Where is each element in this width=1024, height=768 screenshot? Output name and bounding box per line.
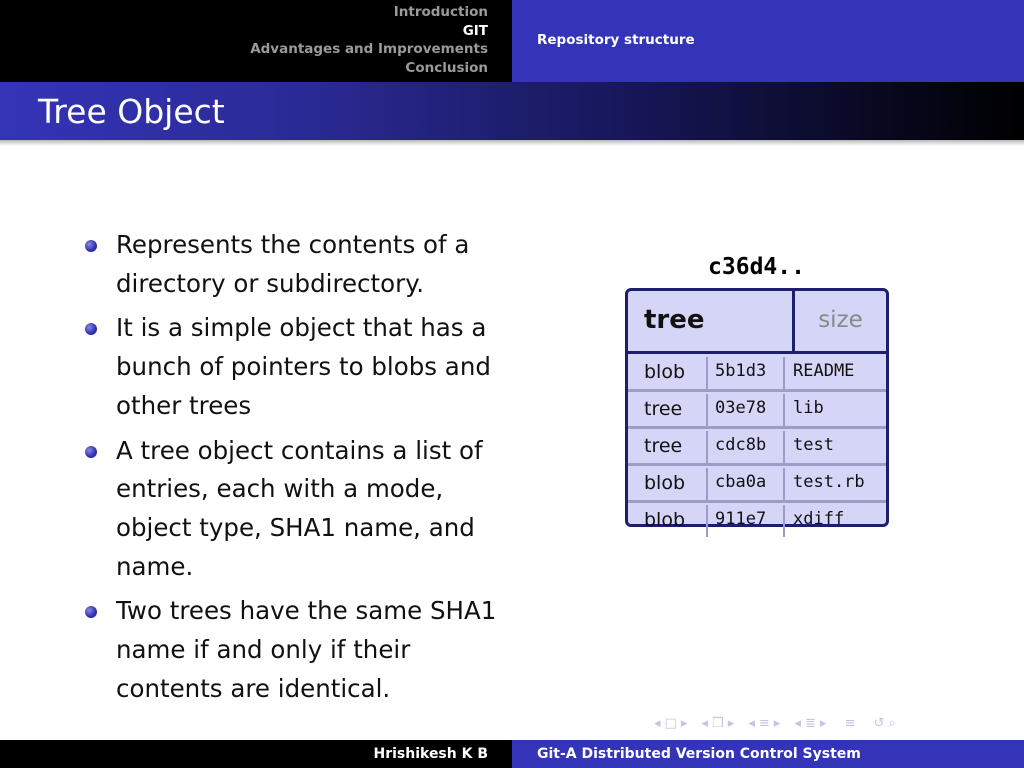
beamer-navigation-symbols <box>654 716 900 734</box>
column-divider <box>783 468 785 500</box>
tree-entry-row <box>628 505 886 537</box>
nav-search-icon[interactable]: ⌕ <box>888 716 896 731</box>
title-bar-shadow <box>0 140 1024 146</box>
footer-author: Hrishikesh K B <box>373 746 488 762</box>
nav-section-introduction[interactable]: Introduction <box>393 4 488 20</box>
bullet-text: Represents the contents of a directory or subdirectory. <box>116 230 470 298</box>
entry-sha: cdc8b <box>715 435 767 455</box>
entry-name: lib <box>793 398 824 418</box>
nav-frame-icon[interactable]: □ <box>664 716 677 731</box>
footer-title-bar <box>512 740 1024 768</box>
tree-entries <box>628 357 886 539</box>
tree-header <box>628 291 886 354</box>
section-navigation <box>0 0 512 82</box>
bullet-text: It is a simple object that has a bunch of pointers to blobs and other trees <box>116 313 491 420</box>
entry-sha: 03e78 <box>715 398 767 418</box>
nav-next-section-icon[interactable]: ▸ <box>819 716 827 731</box>
column-divider <box>783 394 785 426</box>
column-divider <box>783 357 785 389</box>
nav-next-subsection-icon[interactable]: ▸ <box>727 716 735 731</box>
nav-section-conclusion[interactable]: Conclusion <box>405 59 488 76</box>
column-divider <box>706 357 708 389</box>
bullet-item <box>82 592 502 708</box>
column-divider <box>706 505 708 537</box>
bullet-icon <box>85 240 97 252</box>
tree-type-label: tree <box>644 305 705 335</box>
bullet-icon <box>85 606 97 618</box>
frame-title-bar <box>0 82 1024 140</box>
nav-next-section-icon[interactable]: ▸ <box>773 716 781 731</box>
entry-type: blob <box>644 509 686 531</box>
nav-prev-section-icon[interactable]: ◂ <box>748 716 755 731</box>
section-list <box>250 3 488 77</box>
entry-sha: cba0a <box>715 472 767 492</box>
column-divider <box>706 394 708 426</box>
entry-sha: 911e7 <box>715 509 767 529</box>
footer-title: Git-A Distributed Version Control System <box>537 746 861 762</box>
column-divider <box>783 505 785 537</box>
nav-prev-subsection-icon[interactable]: ◂ <box>701 716 709 731</box>
entry-type: blob <box>644 361 686 383</box>
tree-entry-row <box>628 357 886 392</box>
nav-section-icon[interactable]: ≣ <box>805 716 816 731</box>
nav-prev-frame-icon[interactable]: ◂ <box>654 716 661 731</box>
nav-subsection-icon[interactable]: ❒ <box>712 716 724 731</box>
bullet-text: A tree object contains a list of entries, each with a mode, object type, SHA1 name, and name. <box>116 435 483 581</box>
footer-author-bar <box>0 740 512 768</box>
entry-name: test.rb <box>793 472 865 492</box>
entry-sha: 5b1d3 <box>715 361 767 381</box>
bullet-icon <box>85 446 97 458</box>
tree-entry-row <box>628 431 886 466</box>
tree-entry-row <box>628 394 886 429</box>
column-divider <box>706 468 708 500</box>
entry-name: README <box>793 361 855 381</box>
tree-sha-label: c36d4.. <box>708 254 805 280</box>
entry-type: tree <box>644 398 683 420</box>
bullet-item <box>82 226 502 303</box>
nav-back-icon[interactable]: ↺ <box>873 716 885 731</box>
nav-prev-section-icon[interactable]: ◂ <box>794 716 801 731</box>
subsection-navigation <box>512 0 1024 82</box>
tree-entry-row <box>628 468 886 503</box>
nav-document-icon[interactable]: ≡ <box>844 716 856 731</box>
column-divider <box>706 431 708 463</box>
nav-section-icon[interactable]: ≡ <box>758 716 770 731</box>
nav-next-frame-icon[interactable]: ▸ <box>680 716 688 731</box>
bullet-icon <box>85 323 97 335</box>
tree-size-label: size <box>818 307 863 333</box>
nav-section-advantages[interactable]: Advantages and Improvements <box>250 41 488 57</box>
bullet-item <box>82 309 502 425</box>
bullet-list <box>82 226 502 714</box>
nav-subsection-repository-structure[interactable]: Repository structure <box>537 32 695 48</box>
tree-object-diagram <box>625 288 889 531</box>
bullet-item <box>82 432 502 587</box>
entry-type: blob <box>644 472 686 494</box>
column-divider <box>783 431 785 463</box>
nav-section-git[interactable]: GIT <box>462 22 488 39</box>
entry-name: test <box>793 435 834 455</box>
bullet-text: Two trees have the same SHA1 name if and only if their contents are identical. <box>116 596 497 703</box>
frame-title: Tree Object <box>38 92 225 131</box>
entry-name: xdiff <box>793 509 845 529</box>
entry-type: tree <box>644 435 683 457</box>
